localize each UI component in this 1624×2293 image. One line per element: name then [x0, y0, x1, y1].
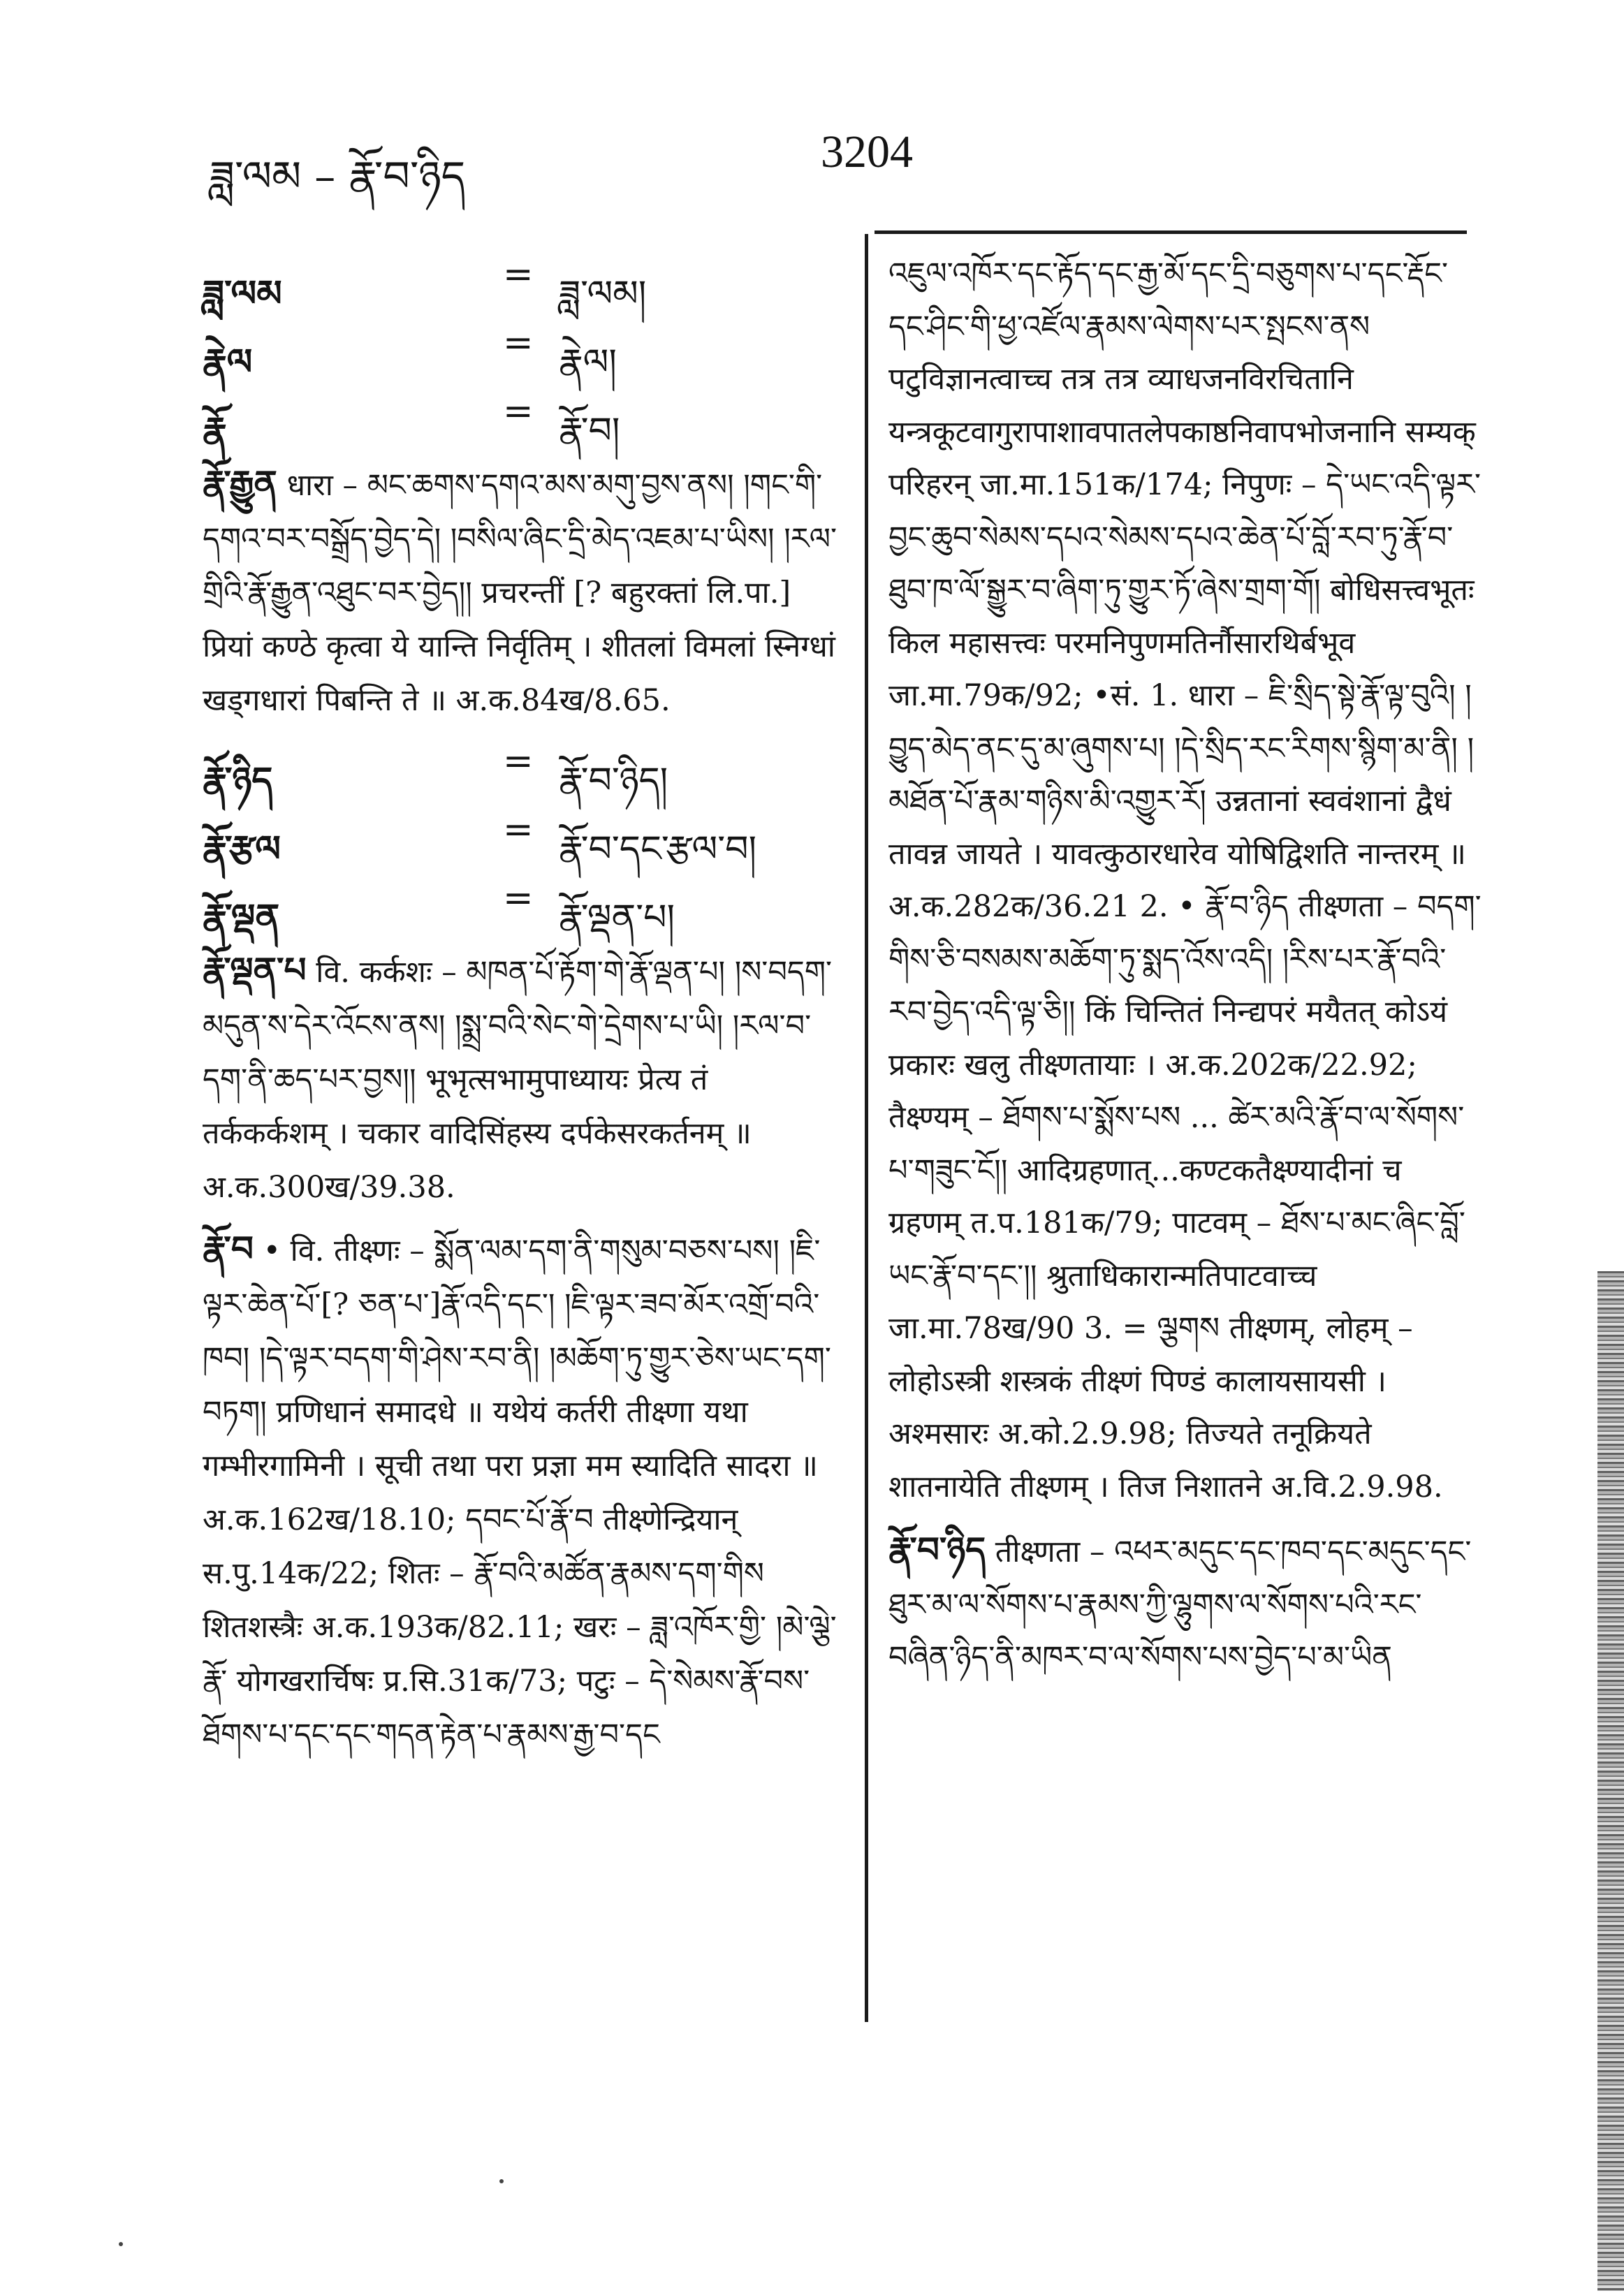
xref-headword: ཟླ་ལམ: [203, 272, 282, 315]
header-rule: [875, 230, 1467, 234]
equals-sign: =: [503, 390, 534, 432]
entry-body: वि. कर्कशः – མཁན་པོ་རྟོག་གེ་རྣོ་ལྡན་པ། །ས་བདག་མདུན་ས་དེར་འོངས་ནས། །སྨྲ་བའི་སེང་གེ་དྲེགས་པ་ཡི། །རལ་བ་དག་ནི་ཆད་པར་བྱས།། भूभृत्सभामुपाध्यायः प्रेत्य तं तर्ककर्कशम् । चकार वादिसिंहस्य दर्पकेसरकर्तनम् ॥ अ.क.300ख/39.38.: [203, 955, 833, 1205]
xref-target: རྣོ་ལྡན་པ།: [559, 897, 675, 939]
xref-headword: རྣོ་རྩལ: [203, 828, 281, 870]
entry-body: • वि. तीक्ष्णः – སྨོན་ལམ་དག་ནི་གསུམ་བཅས་པས། །ཇི་ལྟར་ཆེན་པོ་[? ཅན་པ་]རྣོ་འདི་དང་། །ཇི་ལྟར་ཟབ་མོར་འགྲོ་བའི་ཁབ། །དེ་ལྟར་བདག་གི་ཤེས་རབ་ནི། །མཆོག་ཏུ་གྱུར་ཅེས་ཡང་དག་བཏག། प्रणिधानं समादधे ॥ यथेयं कर्तरी तीक्ष्णा यथा गम्भीरगामिनी । सूची तथा परा प्रज्ञा मम स्यादिति सादरा ॥ अ.क.162ख/18.10; དབང་པོ་རྣོ་བ तीक्ष्णेन्द्रियान् स.पु.14क/22; शितः – རྣོ་བའི་མཚོན་རྣམས་དག་གིས शितशस्त्रैः अ.क.193क/82.11; खरः – ཟླ་འཁོར་གྱི་ །མེ་ལྕེ་རྣོ་ योगखरार्चिषः प्र.सि.31क/73; पटुः – དེ་སེམས་རྣོ་བས་ཐོགས་པ་དང་དང་གདན་རྟེན་པ་རྣམས་རྒྱ་བ་དང: [203, 1233, 837, 1752]
xref-row: [203, 803, 842, 872]
xref-headword: རྣེལ: [203, 341, 253, 383]
equals-sign: =: [503, 322, 534, 364]
xref-row: [203, 735, 842, 803]
equals-sign: =: [503, 254, 534, 295]
xref-row: [203, 316, 842, 385]
dictionary-entry: [888, 1523, 1482, 1685]
left-column: [203, 248, 842, 1769]
equals-sign: =: [503, 877, 534, 919]
entry-body: धारा – མང་ཆགས་དགའ་མས་མགུ་བྱས་ནས། །གང་གི་དགའ་བར་བསྒྲོད་བྱེད་དེ། །བསིལ་ཞིང་དྲི་མེད་འཇམ་པ་ཡིས། །རལ་གྲིའི་རྣོ་རྒྱུན་འཐུང་བར་བྱེད།། प्रचरन्तीं [? बहुरक्तां लि.पा.] प्रियां कण्ठे कृत्वा ये यान्ति निर्वृतिम् । शीतलां विमलां स्निग्धां खड्गधारां पिबन्ति ते ॥ अ.क.84ख/8.65.: [203, 468, 837, 718]
column-divider: [865, 234, 868, 2022]
entry-body: तीक्ष्णता – འཕར་མདུང་དང་ཁབ་དང་མདུང་དང་ཐུར་མ་ལ་སོགས་པ་རྣམས་ཀྱི་ལྷུགས་ལ་སོགས་པའི་རང་བཞིན་ཉིད་ནི་མཁར་བ་ལ་སོགས་པས་བྱེད་པ་མ་ཡིན: [888, 1534, 1472, 1675]
scan-speck: [499, 2179, 504, 2183]
xref-row: [203, 385, 842, 453]
running-header: ཟླ་ལམ – རྣོ་བ་ཉིད: [210, 152, 466, 201]
entry-continuation: འཇུལ་འཁོར་དང་རྟོད་དང་རྒྱ་མོ་དང་དྲི་བཅུགས་པ་དང་རྡོང་དང་ཤིང་གི་ཕྱ་འཛོལ་རྣམས་ལེགས་པར་སྤངས་ནས पटुविज्ञानत्वाच्च तत्र तत्र व्याधजनविरचितानि यन्त्रकूटवागुरापाशावपातलेपकाष्ठनिवापभोजनानि सम्यक् परिहरन् जा.मा.151क/174; निपुणः – དེ་ཡང་འདི་ལྟར་བྱང་ཆུབ་སེམས་དཔའ་སེམས་དཔའ་ཆེན་པོ་བློ་རབ་ཏུ་རྣོ་བ་ཐུབ་ཁ་ལོ་སྒྱུར་བ་ཞིག་ཏུ་གྱུར་ཏོ་ཞེས་གྲག་གོ། बोधिसत्त्वभूतः किल महासत्त्वः परमनिपुणमतिर्नौसारथिर्बभूव जा.मा.79क/92; •सं. 1. धारा – ཇི་སྲིད་སྟེ་རྣོ་ལྟ་བུའི། །བྱུད་མེད་ནང་དུ་མ་ཞུགས་པ། །དེ་སྲིད་རང་རིགས་སྙིག་མ་ནི། །མཐོན་པོ་རྣམ་གཉིས་མི་འགྱུར་རོ། उन्नतानां स्ववंशानां द्वैधं तावन्न जायते । यावत्कुठारधारेव योषिद्विशति नान्तरम् ॥ अ.क.282क/36.21 2. • རྣོ་བ་ཉིད तीक्ष्णता – བདག་གིས་ཅི་བསམས་མཆོག་ཏུ་སྨད་འོས་འདི། །རིས་པར་རྣོ་བའི་རབ་བྱེད་འདི་ལྟ་ཅི།། किं चिन्तितं निन्द्यपरं मयैतत् कोऽयं प्रकारः खलु तीक्ष्णतायाः । अ.क.202क/22.92; तैक्ष्ण्यम् – ཐོགས་པ་སྨོས་པས ... ཚེར་མའི་རྣོ་བ་ལ་སོགས་པ་གཟུང་ངོ།། आदिग्रहणात्...कण्टकतैक्ष्ण्यादीनां च ग्रहणम् त.प.181क/79; पाटवम् – ཐོས་པ་མང་ཞིང་བློ་ཡང་རྣོ་བ་དང་།། श्रुताधिकारान्मतिपाटवाच्च जा.मा.78ख/90 3. = ལྕགས तीक्ष्णम्, लोहम् – लोहोऽस्त्री शस्त्रकं तीक्ष्णं पिण्डं कालायसायसी । अश्मसारः अ.को.2.9.98; तिज्यते तनूक्रियते शातनायेति तीक्ष्णम् । तिज निशातने अ.वि.2.9.98.: [888, 256, 1482, 1504]
xref-target: རྣོ་བ་དང་རྩལ་བ།: [559, 828, 757, 870]
xref-headword: རྣོ་ལྡན: [203, 896, 280, 939]
dictionary-entry: [203, 943, 842, 1215]
entry-headword: རྣོ་ལྡན་པ: [203, 949, 307, 990]
right-column: [888, 248, 1482, 1685]
xref-target: རྣོ་བ་ཉིད།: [559, 760, 668, 802]
xref-headword: རྣོ་ཉིད: [203, 759, 273, 802]
xref-headword: རྣོ: [203, 409, 227, 452]
page-number: 3204: [821, 126, 913, 177]
entry-headword: རྣོ་བ་ཉིད: [888, 1529, 986, 1570]
scan-speck: [119, 2242, 123, 2246]
xref-target: ཟླ་ལམ།: [559, 273, 647, 315]
xref-target: རྣོ་བ།: [559, 410, 620, 452]
scan-edge-noise: [1597, 1271, 1624, 2291]
dictionary-entry: [203, 456, 842, 728]
entry-headword: རྣོ་རྒྱུན: [203, 462, 277, 504]
equals-sign: =: [503, 740, 534, 782]
xref-row: [203, 248, 842, 316]
xref-target: རྣེལ།: [559, 342, 617, 383]
entry-headword: རྣོ་བ: [203, 1228, 254, 1269]
equals-sign: =: [503, 809, 534, 851]
xref-row: [203, 872, 842, 940]
dictionary-entry: [203, 1222, 842, 1762]
